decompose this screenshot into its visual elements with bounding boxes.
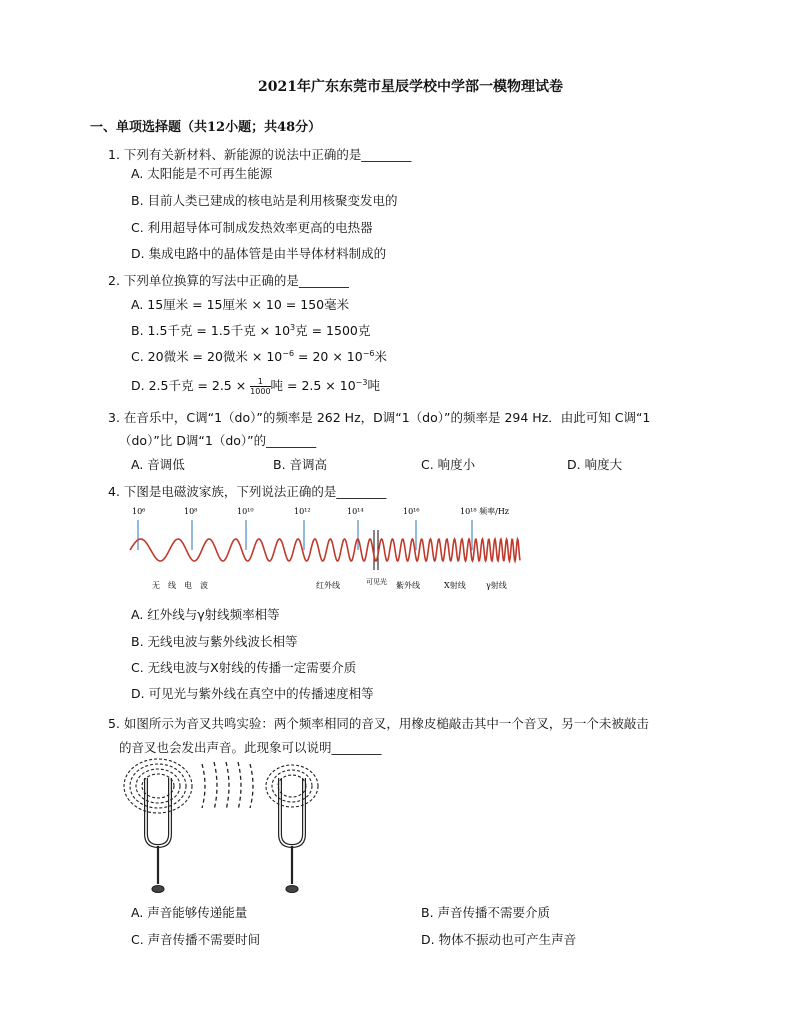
spectrum-tick-label: 10¹⁰	[237, 507, 254, 516]
question-1-option-a: A. 太阳能是不可再生能源	[131, 166, 273, 181]
question-4-option-d: D. 可见光与紫外线在真空中的传播速度相等	[131, 686, 374, 701]
question-4-option-c: C. 无线电波与X射线的传播一定需要介质	[131, 660, 357, 675]
left-tuning-fork	[124, 759, 192, 893]
question-3-stem-line2: （do）”比 D调“1（do）”的________	[119, 433, 317, 448]
question-5-option-c: C. 声音传播不需要时间	[131, 932, 261, 947]
band-label: 红外线	[316, 581, 340, 590]
section-heading: 一、单项选择题（共12小题；共48分）	[90, 120, 322, 135]
spectrum-tick-label: 10¹²	[294, 507, 311, 516]
question-3-option-c: C. 响度小	[421, 457, 476, 472]
question-2-option-d: D. 2.5千克 = 2.5 × $\frac{1}{1000}$ 吨 = $2.5 \times 10^{-3}$吨	[131, 377, 380, 396]
question-1-option-b: B. 目前人类已建成的核电站是利用核聚变发电的	[131, 193, 398, 208]
question-3-stem-line1: 3. 在音乐中，C调“1（do）”的频率是 262 Hz，D调“1（do）”的频率是 294 Hz．由此可知 C调“1	[108, 410, 651, 425]
question-3-option-b: B. 音调高	[273, 457, 328, 472]
left-sound-waves	[124, 759, 192, 813]
wave-line	[130, 539, 520, 561]
question-4-option-a: A. 红外线与γ射线频率相等	[131, 607, 280, 622]
spectrum-tick-label: 10¹⁶	[403, 507, 420, 516]
tuning-fork-figure	[118, 756, 328, 898]
question-5-stem-line2: 的音叉也会发出声音。此现象可以说明________	[119, 740, 382, 755]
band-label: 无 线 电 波	[152, 581, 208, 590]
em-spectrum-figure	[128, 502, 524, 598]
question-5-option-b: B. 声音传播不需要介质	[421, 905, 551, 920]
question-3-option-d: D. 响度大	[567, 457, 623, 472]
right-tuning-fork	[266, 765, 318, 893]
band-label: 紫外线	[396, 581, 420, 590]
fraction: $\frac{1}{1000}$	[250, 377, 271, 396]
question-2-option-b: B. 1.5千克 = 1.5千克 × $10^3$克 = 1500克	[131, 322, 371, 338]
question-2-option-a: A. 15厘米 = 15厘米 × 10 = 150毫米	[131, 297, 350, 312]
page-title: 2021年广东东莞市星辰学校中学部一模物理试卷	[258, 79, 563, 95]
transmitted-sound-waves	[202, 762, 253, 810]
question-5-option-d: D. 物体不振动也可产生声音	[421, 932, 577, 947]
band-label: γ射线	[486, 581, 507, 590]
spectrum-tick-label: 10⁸	[184, 507, 198, 516]
spectrum-tick-label: 10¹⁸ 频率/Hz	[460, 507, 510, 516]
question-1-option-c: C. 利用超导体可制成发热效率更高的电热器	[131, 220, 373, 235]
question-2-stem: 2. 下列单位换算的写法中正确的是________	[108, 273, 349, 288]
band-label: X射线	[444, 581, 466, 590]
question-5-stem-line1: 5. 如图所示为音叉共鸣实验：两个频率相同的音叉，用橡皮槌敲击其中一个音叉，另一个未被敲击	[108, 716, 649, 731]
band-label: 可见光	[366, 578, 387, 586]
question-3-option-a: A. 音调低	[131, 457, 185, 472]
question-4-stem: 4. 下图是电磁波家族，下列说法正确的是________	[108, 484, 387, 499]
question-1-option-d: D. 集成电路中的晶体管是由半导体材料制成的	[131, 246, 387, 261]
spectrum-tick-marks	[138, 520, 472, 570]
spectrum-tick-label: 10⁶	[132, 507, 146, 516]
spectrum-tick-label: 10¹⁴	[347, 507, 364, 516]
question-2-option-c: C. 20微米 = 20微米 × $10^{-6} = 20 \times 10^{-6}$米	[131, 348, 387, 364]
question-5-option-a: A. 声音能够传递能量	[131, 905, 248, 920]
question-4-option-b: B. 无线电波与紫外线波长相等	[131, 634, 298, 649]
right-sound-waves	[266, 765, 318, 807]
question-1-stem: 1. 下列有关新材料、新能源的说法中正确的是________	[108, 147, 412, 162]
